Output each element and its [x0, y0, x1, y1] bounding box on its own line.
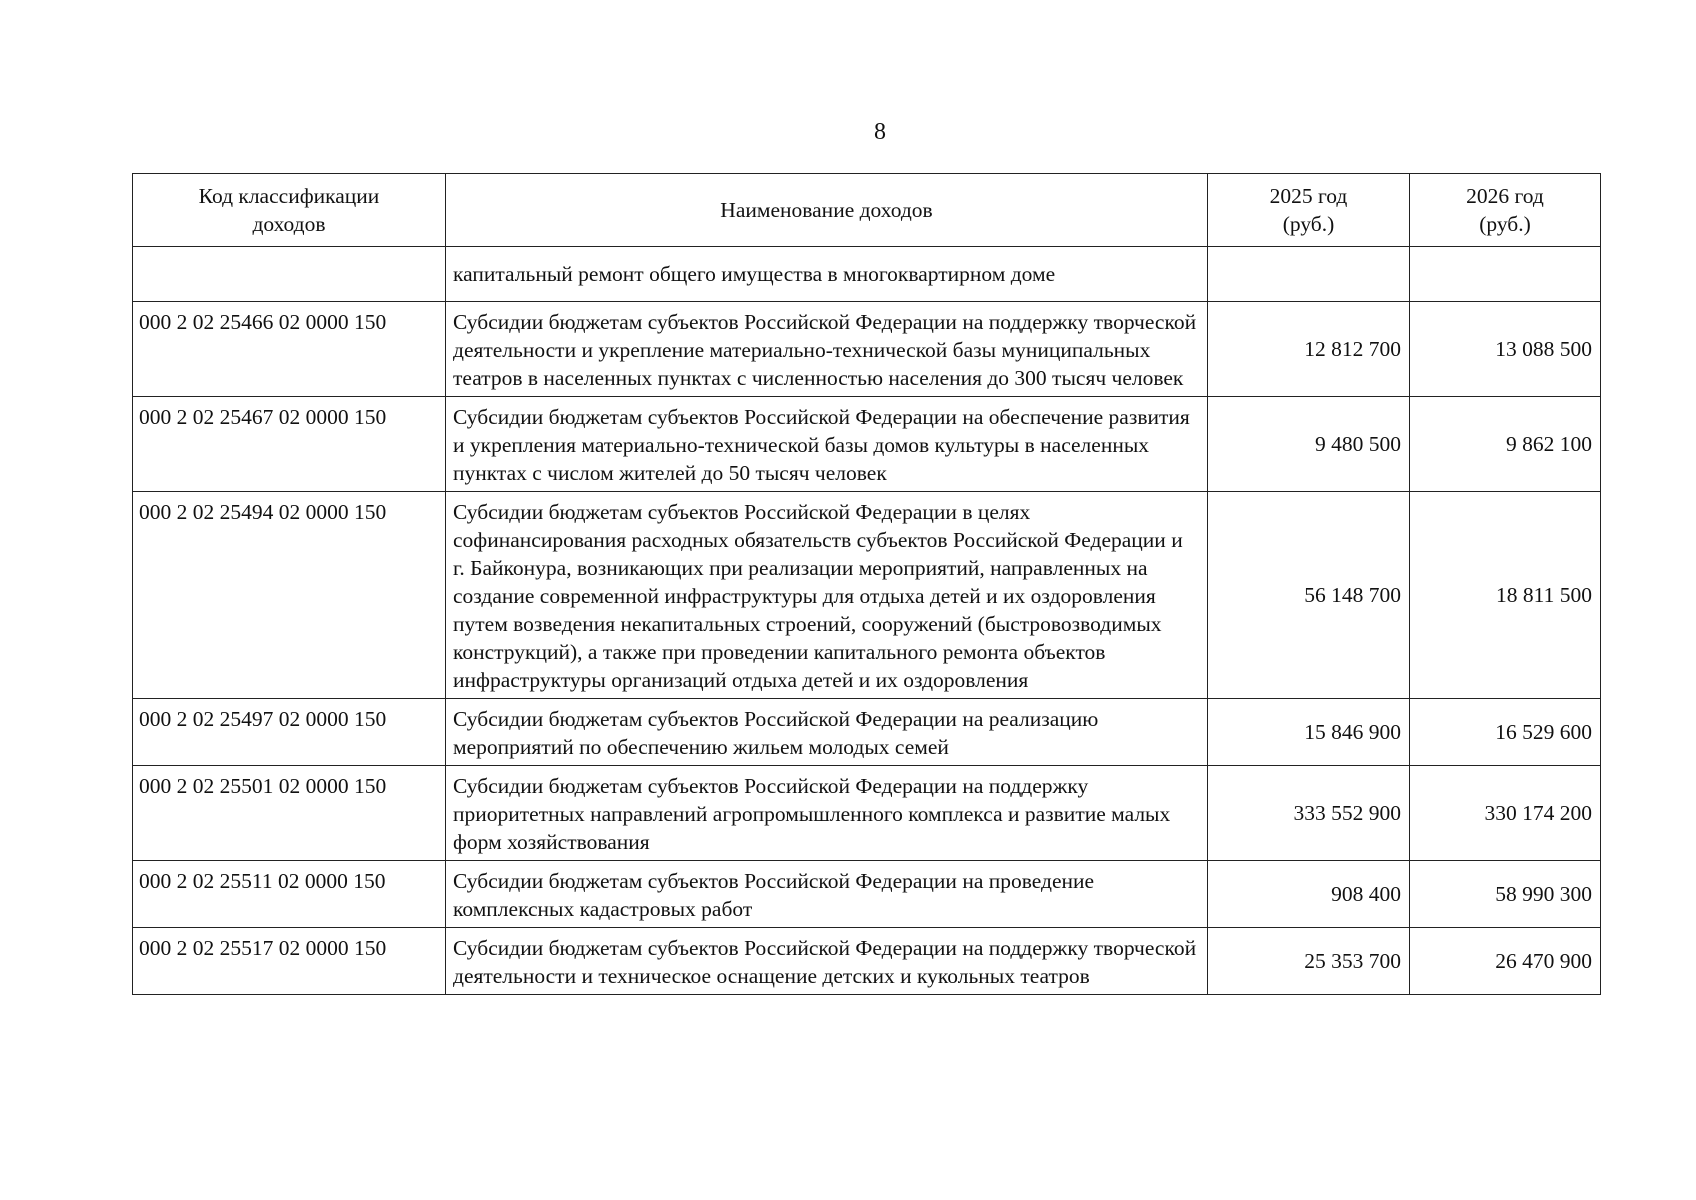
table-row	[133, 397, 1601, 492]
row-code: 000 2 02 25466 02 0000 150	[133, 302, 446, 397]
row-amount-2025: 25 353 700	[1208, 928, 1410, 995]
row-code: 000 2 02 25501 02 0000 150	[133, 766, 446, 861]
row-name: Субсидии бюджетам субъектов Российской Федерации на поддержку творческой деятельности и техническое оснащение детских и кукольных театров	[446, 928, 1208, 995]
row-name: Субсидии бюджетам субъектов Российской Федерации на проведение комплексных кадастровых работ	[446, 861, 1208, 928]
row-code: 000 2 02 25494 02 0000 150	[133, 492, 446, 699]
row-name: Субсидии бюджетам субъектов Российской Федерации на реализацию мероприятий по обеспечению жильем молодых семей	[446, 699, 1208, 766]
row-amount-2026: 13 088 500	[1410, 302, 1601, 397]
table-row	[133, 928, 1601, 995]
table-row	[133, 302, 1601, 397]
row-amount-2025: 333 552 900	[1208, 766, 1410, 861]
continuation-2026-cell	[1410, 247, 1601, 302]
row-amount-2026: 330 174 200	[1410, 766, 1601, 861]
header-year-2026: 2026 год (руб.)	[1410, 174, 1601, 247]
header-year-2025: 2025 год (руб.)	[1208, 174, 1410, 247]
table-row-continuation	[133, 247, 1601, 302]
income-table	[132, 173, 1601, 995]
row-amount-2026: 16 529 600	[1410, 699, 1601, 766]
row-code: 000 2 02 25467 02 0000 150	[133, 397, 446, 492]
row-amount-2025: 12 812 700	[1208, 302, 1410, 397]
header-code: Код классификации доходов	[133, 174, 446, 247]
row-amount-2026: 18 811 500	[1410, 492, 1601, 699]
row-amount-2025: 9 480 500	[1208, 397, 1410, 492]
row-code: 000 2 02 25511 02 0000 150	[133, 861, 446, 928]
row-name: Субсидии бюджетам субъектов Российской Федерации в целях софинансирования расходных обязательств субъектов Российской Федерации и г. Байконура, возникающих при реализации мероприятий, направленных на создание современной инфраструктуры для отдыха детей и их оздоровления путем возведения некапитальных строений, сооружений (быстровозводимых конструкций), а также при проведении капитального ремонта объектов инфраструктуры организаций отдыха детей и их оздоровления	[446, 492, 1208, 699]
continuation-2025-cell	[1208, 247, 1410, 302]
row-amount-2025: 908 400	[1208, 861, 1410, 928]
table-row	[133, 492, 1601, 699]
row-name: Субсидии бюджетам субъектов Российской Федерации на поддержку творческой деятельности и укрепление материально-технической базы муниципальных театров в населенных пунктах с численностью населения до 300 тысяч человек	[446, 302, 1208, 397]
row-code: 000 2 02 25497 02 0000 150	[133, 699, 446, 766]
table-row	[133, 861, 1601, 928]
row-code: 000 2 02 25517 02 0000 150	[133, 928, 446, 995]
table-row	[133, 766, 1601, 861]
row-amount-2026: 9 862 100	[1410, 397, 1601, 492]
row-amount-2025: 15 846 900	[1208, 699, 1410, 766]
row-name: Субсидии бюджетам субъектов Российской Федерации на обеспечение развития и укрепления материально-технической базы домов культуры в населенных пунктах с числом жителей до 50 тысяч человек	[446, 397, 1208, 492]
row-amount-2025: 56 148 700	[1208, 492, 1410, 699]
table-row	[133, 699, 1601, 766]
row-amount-2026: 26 470 900	[1410, 928, 1601, 995]
row-amount-2026: 58 990 300	[1410, 861, 1601, 928]
continuation-name-cell: капитальный ремонт общего имущества в многоквартирном доме	[446, 247, 1208, 302]
header-name: Наименование доходов	[446, 174, 1208, 247]
continuation-code-cell	[133, 247, 446, 302]
table-header-row	[133, 174, 1601, 247]
page-number: 8	[874, 119, 886, 145]
row-name: Субсидии бюджетам субъектов Российской Федерации на поддержку приоритетных направлений агропромышленного комплекса и развитие малых форм хозяйствования	[446, 766, 1208, 861]
